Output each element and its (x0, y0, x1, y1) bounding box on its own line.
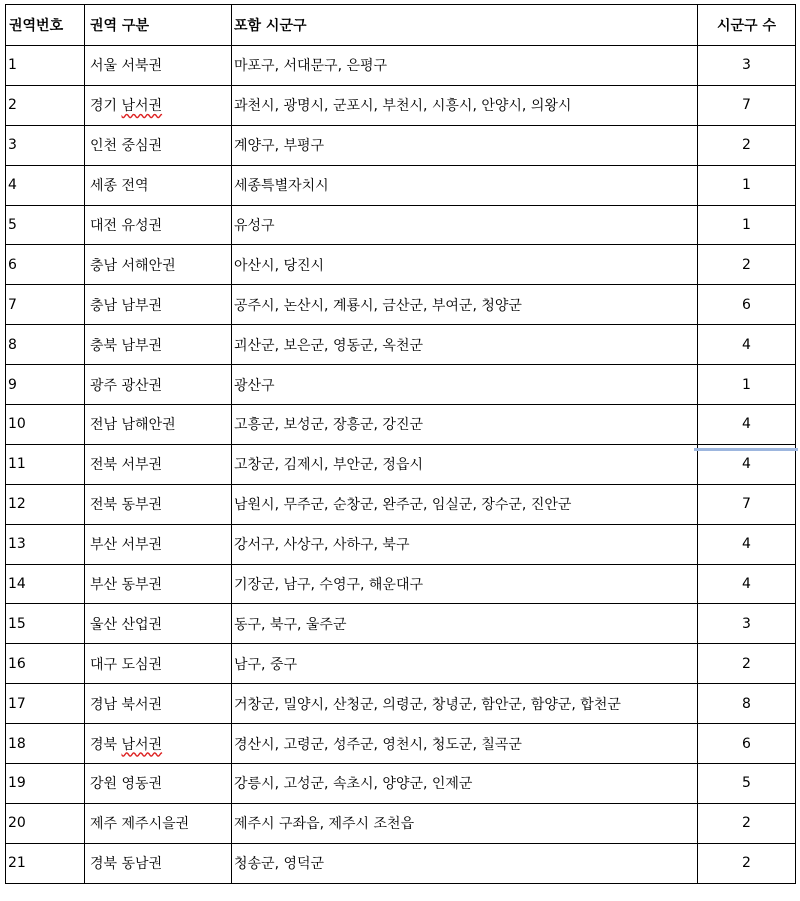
cell-included-districts[interactable]: 괴산군, 보은군, 영동군, 옥천군 (232, 325, 698, 365)
cell-district-count[interactable]: 3 (698, 604, 796, 644)
cell-district-count[interactable]: 7 (698, 85, 796, 125)
cell-region-name[interactable] (85, 205, 232, 245)
region-label: 광주 (90, 377, 118, 394)
zone-label: 서해안권 (121, 257, 176, 274)
cell-included-districts[interactable]: 거창군, 밀양시, 산청군, 의령군, 창녕군, 함안군, 함양군, 합천군 (232, 684, 698, 724)
table-row (6, 484, 796, 524)
cell-district-count[interactable]: 7 (698, 484, 796, 524)
table-row (6, 245, 796, 285)
cell-region-number[interactable]: 16 (6, 644, 85, 684)
cell-district-count[interactable]: 1 (698, 165, 796, 205)
region-label: 경남 (90, 696, 118, 713)
cell-region-name[interactable] (85, 444, 232, 484)
table-body (6, 46, 796, 884)
region-label: 경북 (90, 736, 118, 753)
region-label: 충북 (90, 337, 118, 354)
cell-included-districts[interactable]: 강릉시, 고성군, 속초시, 양양군, 인제군 (232, 764, 698, 804)
zone-label: 서부권 (121, 537, 163, 554)
region-label: 전남 (90, 417, 118, 434)
zone-label: 서부권 (121, 457, 163, 474)
header-region-name: 권역 구분 (85, 5, 232, 46)
cell-included-districts[interactable]: 기장군, 남구, 수영구, 해운대구 (232, 564, 698, 604)
cell-region-name[interactable] (85, 644, 232, 684)
table-row (6, 205, 796, 245)
cell-district-count[interactable]: 8 (698, 684, 796, 724)
cell-district-count[interactable]: 1 (698, 365, 796, 405)
region-label: 경북 (90, 856, 118, 873)
cell-included-districts[interactable]: 동구, 북구, 울주군 (232, 604, 698, 644)
table-row (6, 524, 796, 564)
cell-region-name[interactable] (85, 684, 232, 724)
zone-label: 남서권 (121, 736, 163, 753)
zone-label: 영동권 (121, 776, 163, 793)
zone-label: 서북권 (121, 58, 163, 75)
cell-district-count[interactable]: 4 (698, 444, 796, 484)
cell-region-number[interactable]: 7 (6, 285, 85, 325)
zone-label: 남부권 (121, 337, 163, 354)
zone-label: 동부권 (121, 577, 163, 594)
zone-label: 북서권 (121, 696, 163, 713)
cell-region-number[interactable]: 2 (6, 85, 85, 125)
region-label: 경기 (90, 98, 118, 115)
cell-included-districts[interactable]: 청송군, 영덕군 (232, 843, 698, 883)
zone-label: 산업권 (121, 616, 163, 633)
cell-district-count[interactable]: 2 (698, 843, 796, 883)
region-label: 충남 (90, 297, 118, 314)
cell-included-districts[interactable]: 남원시, 무주군, 순창군, 완주군, 임실군, 장수군, 진안군 (232, 484, 698, 524)
cell-included-districts[interactable]: 과천시, 광명시, 군포시, 부천시, 시흥시, 안양시, 의왕시 (232, 85, 698, 125)
zone-label: 전역 (121, 178, 149, 195)
cell-region-name[interactable] (85, 365, 232, 405)
table-row (6, 165, 796, 205)
zone-label: 중심권 (121, 138, 163, 155)
table-row (6, 803, 796, 843)
cell-region-number[interactable]: 12 (6, 484, 85, 524)
region-label: 울산 (90, 616, 118, 633)
header-region-number: 권역번호 (6, 5, 85, 46)
header-district-count: 시군구 수 (698, 5, 796, 46)
table-row (6, 604, 796, 644)
cell-included-districts[interactable]: 남구, 중구 (232, 644, 698, 684)
zone-label: 도심권 (121, 656, 163, 673)
cell-region-number[interactable]: 10 (6, 405, 85, 445)
cell-region-name[interactable] (85, 405, 232, 445)
region-table (5, 4, 796, 884)
cell-region-number[interactable]: 8 (6, 325, 85, 365)
zone-label: 동부권 (121, 497, 163, 514)
cell-region-name[interactable] (85, 843, 232, 883)
cell-region-name[interactable] (85, 724, 232, 764)
cell-region-number[interactable]: 19 (6, 764, 85, 804)
table-row (6, 405, 796, 445)
zone-label: 남부권 (121, 297, 163, 314)
cell-region-name[interactable] (85, 604, 232, 644)
zone-label: 남해안권 (121, 417, 176, 434)
cell-region-number[interactable]: 18 (6, 724, 85, 764)
cell-district-count[interactable]: 5 (698, 764, 796, 804)
cell-region-name[interactable] (85, 165, 232, 205)
cell-district-count[interactable]: 2 (698, 644, 796, 684)
cell-district-count[interactable]: 6 (698, 285, 796, 325)
cell-region-number[interactable]: 1 (6, 46, 85, 86)
region-label: 제주 (90, 816, 118, 833)
cell-included-districts[interactable]: 고창군, 김제시, 부안군, 정읍시 (232, 444, 698, 484)
cell-district-count[interactable]: 3 (698, 46, 796, 86)
zone-label: 광산권 (121, 377, 163, 394)
table-row (6, 46, 796, 86)
table-row (6, 724, 796, 764)
cell-district-count[interactable]: 4 (698, 524, 796, 564)
cell-district-count[interactable]: 1 (698, 205, 796, 245)
cell-region-number[interactable]: 6 (6, 245, 85, 285)
cell-included-districts[interactable]: 제주시 구좌읍, 제주시 조천읍 (232, 803, 698, 843)
table-row (6, 125, 796, 165)
cell-region-name[interactable] (85, 803, 232, 843)
table-row (6, 843, 796, 883)
region-label: 전북 (90, 457, 118, 474)
cell-included-districts[interactable]: 마포구, 서대문구, 은평구 (232, 46, 698, 86)
region-label: 부산 (90, 537, 118, 554)
cell-included-districts[interactable]: 유성구 (232, 205, 698, 245)
region-label: 대구 (90, 656, 118, 673)
region-label: 충남 (90, 257, 118, 274)
table-row (6, 684, 796, 724)
cell-district-count[interactable]: 2 (698, 245, 796, 285)
cell-included-districts[interactable]: 계양구, 부평구 (232, 125, 698, 165)
table-row (6, 325, 796, 365)
zone-label: 제주시을권 (121, 816, 190, 833)
cell-region-name[interactable] (85, 85, 232, 125)
cell-included-districts[interactable]: 강서구, 사상구, 사하구, 북구 (232, 524, 698, 564)
cell-included-districts[interactable]: 광산구 (232, 365, 698, 405)
cell-region-number[interactable]: 14 (6, 564, 85, 604)
region-label: 인천 (90, 138, 118, 155)
cell-district-count[interactable]: 4 (698, 564, 796, 604)
region-label: 전북 (90, 497, 118, 514)
zone-label: 유성권 (121, 218, 163, 234)
table-row (6, 564, 796, 604)
cell-region-name[interactable] (85, 245, 232, 285)
table-row (6, 444, 796, 484)
table-row (6, 85, 796, 125)
zone-label: 남서권 (121, 98, 163, 115)
cell-district-count[interactable]: 4 (698, 405, 796, 445)
region-label: 강원 (90, 776, 118, 793)
cell-region-number[interactable]: 3 (6, 125, 85, 165)
cell-region-number[interactable]: 5 (6, 205, 85, 245)
cell-region-number[interactable]: 20 (6, 803, 85, 843)
cell-district-count[interactable]: 2 (698, 125, 796, 165)
cell-region-number[interactable]: 17 (6, 684, 85, 724)
cell-region-name[interactable] (85, 564, 232, 604)
cell-included-districts[interactable]: 세종특별자치시 (232, 165, 698, 205)
zone-label: 동남권 (121, 856, 163, 873)
region-label: 세종 (90, 178, 118, 195)
cell-region-name[interactable] (85, 484, 232, 524)
cell-included-districts[interactable]: 고흥군, 보성군, 장흥군, 강진군 (232, 405, 698, 445)
cell-region-name[interactable] (85, 524, 232, 564)
cell-region-name[interactable] (85, 764, 232, 804)
region-label: 서울 (90, 58, 118, 75)
cell-region-number[interactable]: 15 (6, 604, 85, 644)
cell-district-count[interactable]: 6 (698, 724, 796, 764)
cell-region-name[interactable] (85, 325, 232, 365)
cell-included-districts[interactable]: 아산시, 당진시 (232, 245, 698, 285)
selection-indicator (694, 448, 798, 451)
table-row (6, 644, 796, 684)
cell-district-count[interactable]: 4 (698, 325, 796, 365)
cell-region-name[interactable] (85, 125, 232, 165)
cell-region-number[interactable]: 11 (6, 444, 85, 484)
cell-region-number[interactable]: 13 (6, 524, 85, 564)
cell-region-number[interactable]: 4 (6, 165, 85, 205)
cell-region-name[interactable] (85, 285, 232, 325)
region-label: 대전 (90, 218, 118, 234)
table-row (6, 365, 796, 405)
header-included-districts: 포함 시군구 (232, 5, 698, 46)
header-row (6, 5, 796, 46)
cell-district-count[interactable]: 2 (698, 803, 796, 843)
cell-included-districts[interactable]: 경산시, 고령군, 성주군, 영천시, 청도군, 칠곡군 (232, 724, 698, 764)
cell-region-name[interactable] (85, 46, 232, 86)
table-row (6, 764, 796, 804)
table-row (6, 285, 796, 325)
cell-included-districts[interactable]: 공주시, 논산시, 계룡시, 금산군, 부여군, 청양군 (232, 285, 698, 325)
cell-region-number[interactable]: 21 (6, 843, 85, 883)
region-label: 부산 (90, 577, 118, 594)
cell-region-number[interactable]: 9 (6, 365, 85, 405)
